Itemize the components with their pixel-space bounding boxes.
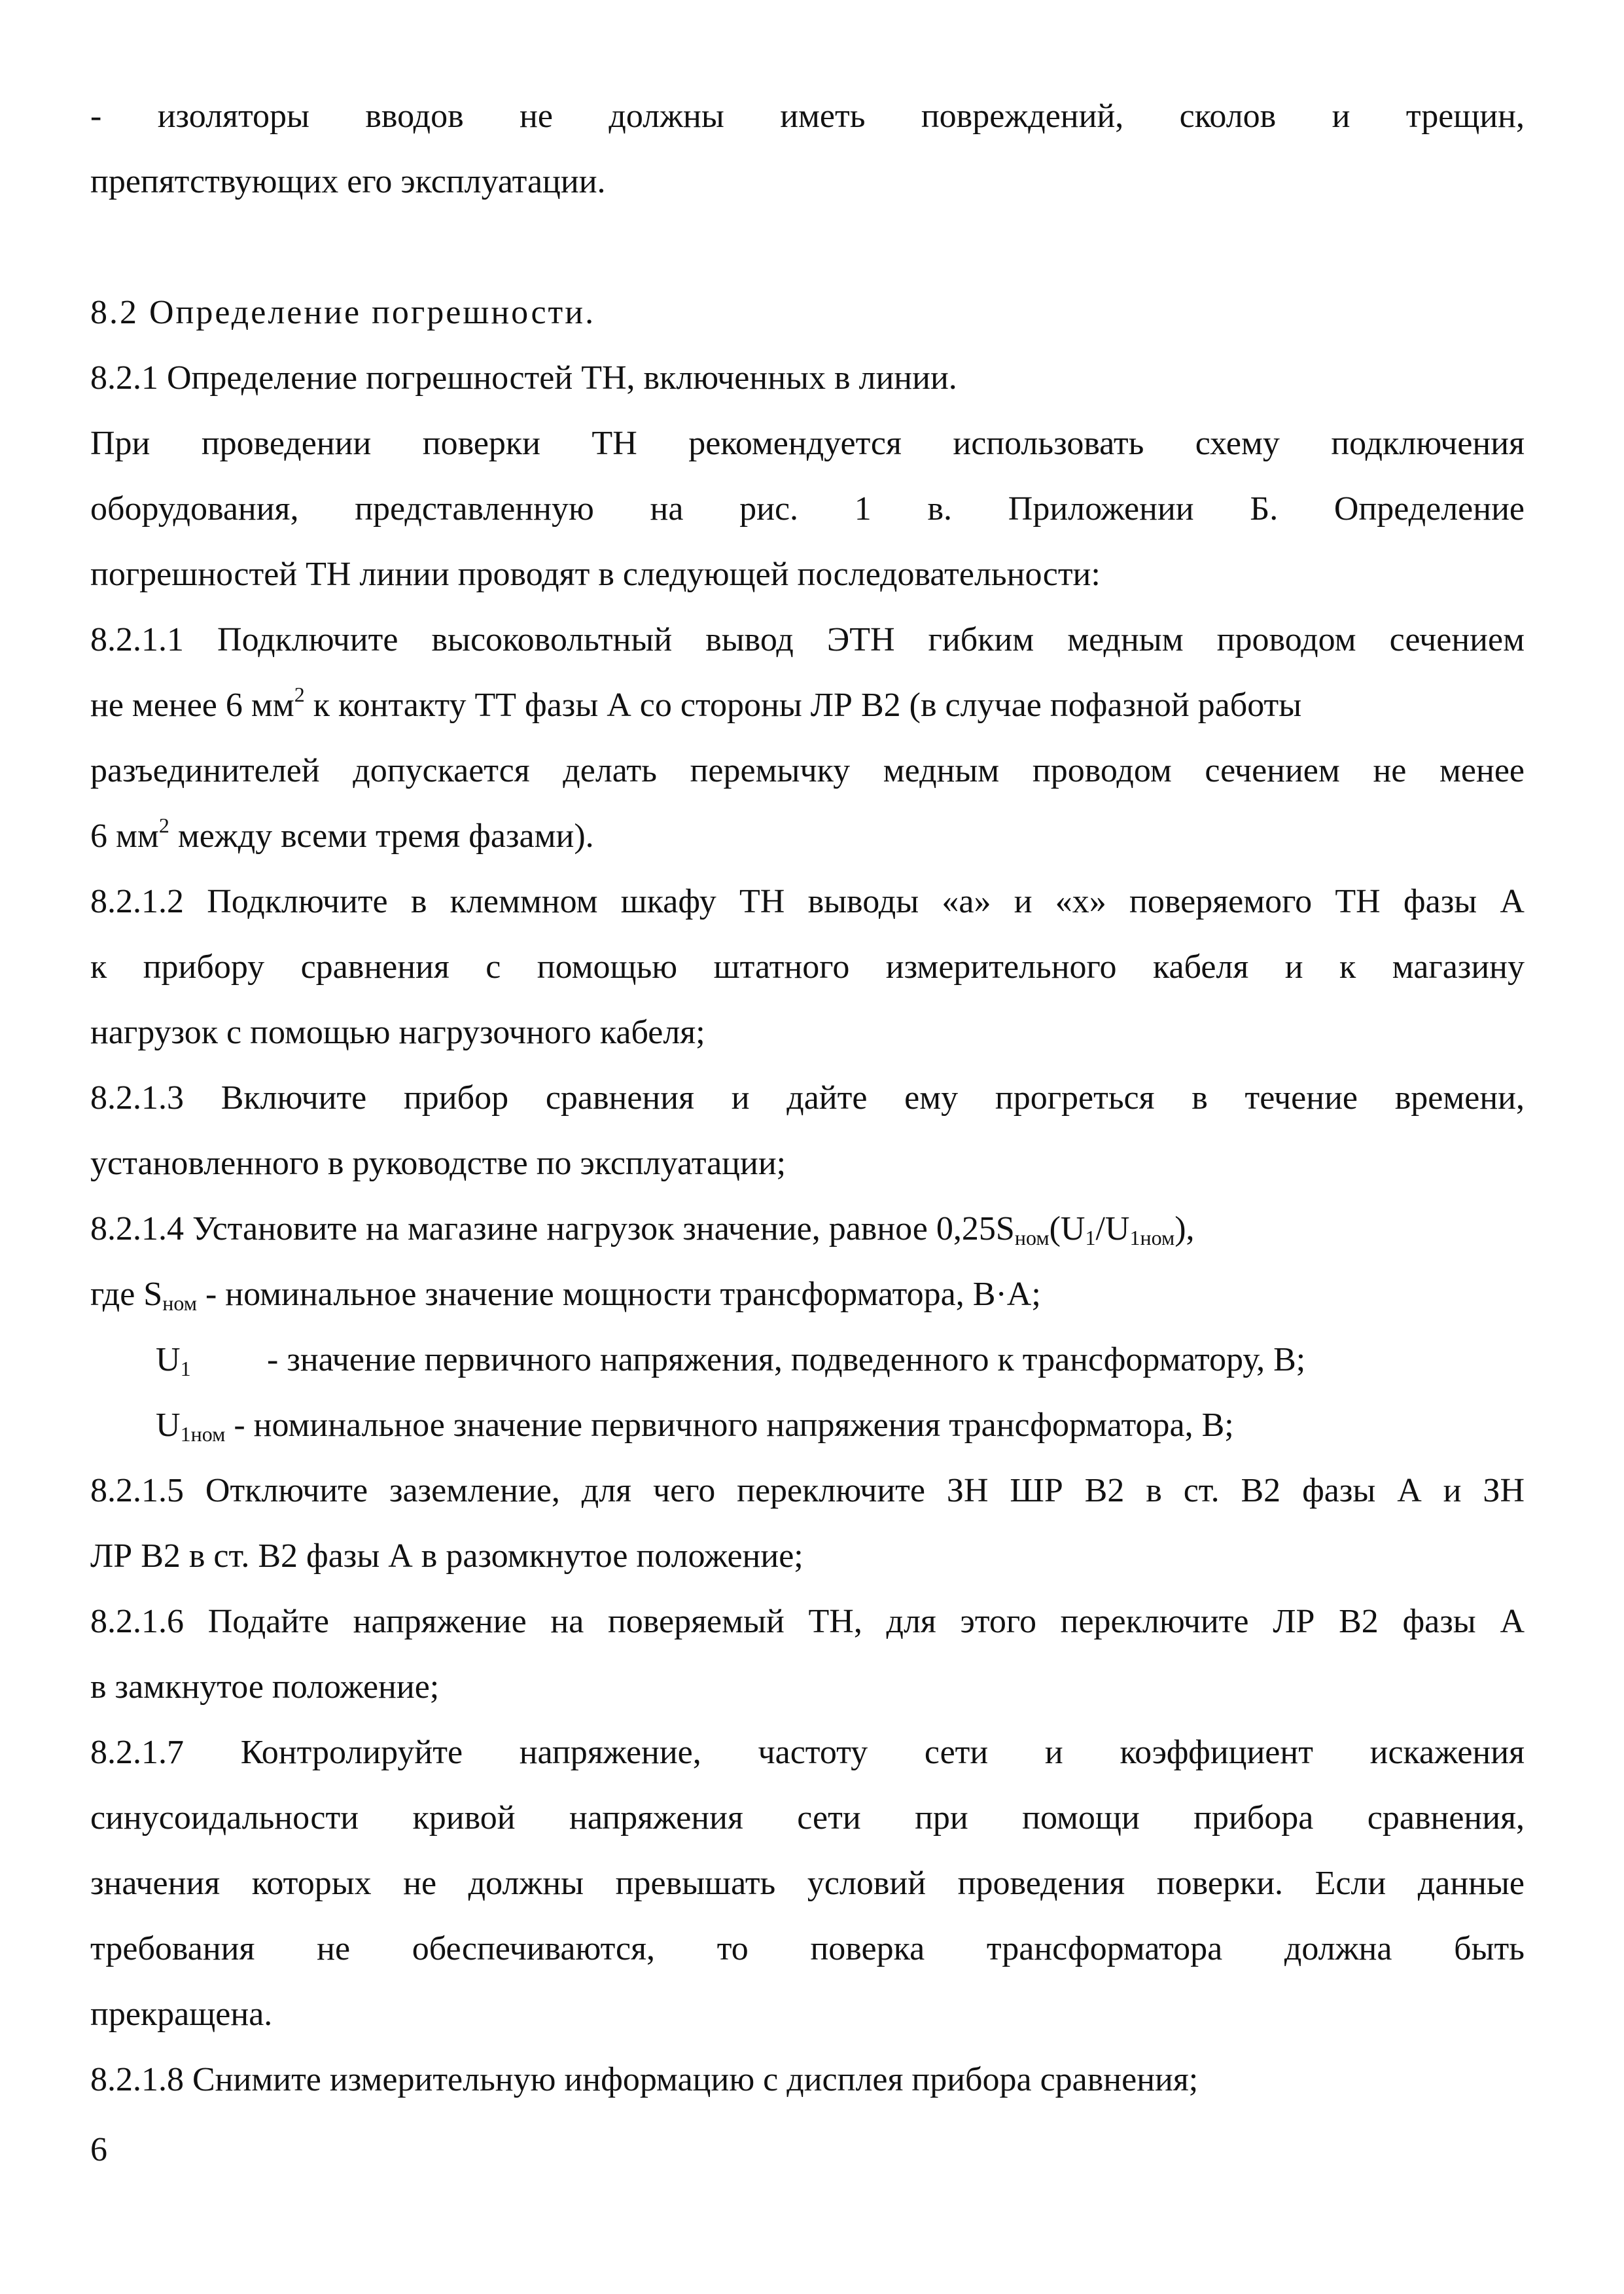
text-line: 8.2.1.1 Подключите высоковольтный вывод ЭТН гибким медным проводом сечением	[90, 621, 1525, 658]
text-line: 8.2.1.3 Включите прибор сравнения и дайте ему прогреться в течение времени,	[90, 1079, 1525, 1117]
text-line: 8.2.1.8 Снимите измерительную информацию с дисплея прибора сравнения;	[90, 2061, 1199, 2098]
text-line: При проведении поверки ТН рекомендуется использовать схему подключения	[90, 425, 1525, 462]
text-line	[90, 1327, 1525, 1393]
text-fragment: где S	[90, 1276, 163, 1313]
text-line: погрешностей ТН линии проводят в следующей последовательности:	[90, 556, 1101, 593]
text-line	[90, 673, 1525, 738]
text-line: разъединителей допускается делать перемычку медным проводом сечением не менее	[90, 752, 1525, 789]
text-line: в замкнутое положение;	[90, 1668, 440, 1706]
text-fragment: ),	[1174, 1210, 1195, 1247]
text-line: требования не обеспечиваются, то поверка трансформатора должна быть	[90, 1930, 1525, 1967]
text-line: ЛР В2 в ст. В2 фазы А в разомкнутое положение;	[90, 1537, 803, 1575]
text-fragment: 8.2.1.4 Установите на магазине нагрузок значение, равное 0,25S	[90, 1210, 1015, 1247]
text-line	[90, 1393, 1525, 1458]
text-fragment: /U	[1095, 1210, 1130, 1247]
text-line: оборудования, представленную на рис. 1 в. Приложении Б. Определение	[90, 490, 1525, 528]
text-line: значения которых не должны превышать условий проведения поверки. Если данные	[90, 1865, 1525, 1902]
text-line: 8.2.1.2 Подключите в клеммном шкафу ТН выводы «а» и «х» поверяемого ТН фазы А	[90, 883, 1525, 920]
page-content	[90, 84, 1525, 2113]
text-fragment: - номинальное значение мощности трансформатора, В·А;	[196, 1276, 1041, 1313]
text-line	[90, 1196, 1525, 1262]
text-fragment: - значение первичного напряжения, подведенного к трансформатору, В;	[267, 1341, 1306, 1378]
text-fragment: (U	[1049, 1210, 1086, 1247]
subscript: ном	[162, 1291, 197, 1315]
superscript: 2	[158, 814, 169, 837]
text-fragment: к контакту ТТ фазы А со стороны ЛР В2 (в случае пофазной работы	[304, 687, 1302, 724]
page-number: 6	[90, 2131, 107, 2168]
paragraph-gap	[90, 215, 1525, 280]
text-line: прекращена.	[90, 1996, 273, 2033]
text-line: нагрузок с помощью нагрузочного кабеля;	[90, 1014, 705, 1051]
section-heading: 8.2 Определение погрешности.	[90, 294, 596, 331]
text-line: - изоляторы вводов не должны иметь повреждений, сколов и трещин,	[90, 98, 1525, 135]
text-fragment: между всеми тремя фазами).	[169, 817, 594, 855]
subscript: 1	[1085, 1226, 1096, 1249]
text-line: 8.2.1.5 Отключите заземление, для чего переключите ЗН ШР В2 в ст. В2 фазы А и ЗН	[90, 1472, 1525, 1509]
superscript: 2	[294, 683, 305, 706]
text-line: синусоидальности кривой напряжения сети при помощи прибора сравнения,	[90, 1799, 1525, 1837]
symbol-u1: $U_1$	[156, 1341, 191, 1380]
text-line: 8.2.1.6 Подайте напряжение на поверяемый ТН, для этого переключите ЛР В2 фазы А	[90, 1603, 1525, 1640]
text-line: к прибору сравнения с помощью штатного измерительного кабеля и к магазину	[90, 948, 1525, 986]
subscript: ном	[1014, 1226, 1050, 1249]
text-line: препятствующих его эксплуатации.	[90, 163, 606, 200]
text-line	[90, 804, 1525, 869]
text-fragment: не менее 6 мм	[90, 687, 294, 724]
subscript: 1ном	[1129, 1226, 1175, 1249]
text-fragment: - номинальное значение первичного напряжения трансформатора, В;	[225, 1407, 1234, 1444]
text-line: установленного в руководстве по эксплуатации;	[90, 1145, 786, 1182]
text-line	[90, 1262, 1525, 1327]
text-fragment: 6 мм	[90, 817, 159, 855]
symbol-u1nom: $U_{1ном}$	[156, 1407, 226, 1446]
subsection-heading: 8.2.1 Определение погрешностей ТН, включенных в линии.	[90, 359, 957, 397]
text-line: 8.2.1.7 Контролируйте напряжение, частоту сети и коэффициент искажения	[90, 1734, 1525, 1771]
